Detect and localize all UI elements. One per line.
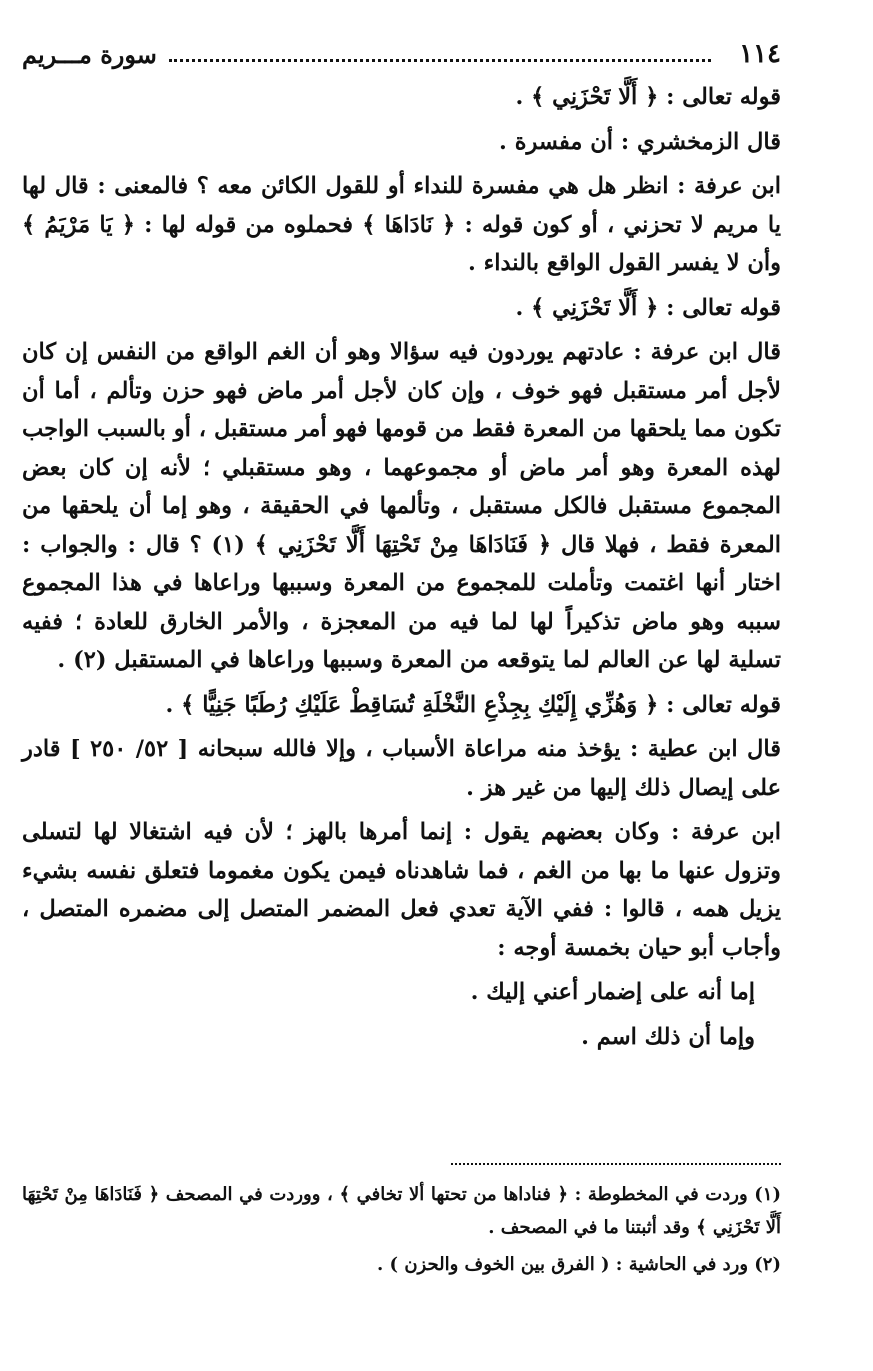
answer-item: إما أنه على إضمار أعني إليك .: [470, 979, 755, 1005]
footnote-2: (٢) ورد في الحاشية : ( الفرق بين الخوف والحزن ) .: [377, 1254, 781, 1275]
footnote-separator: [451, 1163, 781, 1165]
footnote-1: (١) وردت في المخطوطة : ﴿ فناداها من تحتها ألا تخافي ﴾ ، ووردت في المصحف ﴿ فَنَادَاهَا مِنْ تَحْتِهَا أَلَّا تَحْزَنِي ﴾ وقد أثبتنا ما في المصحف .: [22, 1184, 781, 1238]
verse-heading: قوله تعالى : ﴿ أَلَّا تَحْزَنِي ﴾ .: [515, 294, 781, 321]
surah-title: سورة مـــريم: [22, 39, 157, 69]
main-text: [22, 78, 781, 1062]
page-number: ١١٤: [739, 39, 781, 69]
commentary-paragraph: قال ابن عطية : يؤخذ منه مراعاة الأسباب ، وإلا فالله سبحانه [ ٥٢/ ٢٥٠ ] قادر على إيصال ذلك إليها من غير هز .: [22, 736, 781, 801]
footnotes: [22, 1178, 781, 1285]
commentary-paragraph: ابن عرفة : وكان بعضهم يقول : إنما أمرها بالهز ؛ لأن فيه اشتغالا لها لتسلى وتزول عنها ما بها من الغم ، فما شاهدناه فيمن يكون مغموما فتعلق نفسه بشيء يزيل همه ، قالوا : ففي الآية تعدي فعل المضمر المتصل إلى مضمره المتصل ، وأجاب أبو حيان بخمسة أوجه :: [22, 819, 781, 961]
header-dotted-rule: [169, 59, 711, 62]
commentary-paragraph: ابن عرفة : انظر هل هي مفسرة للنداء أو للقول الكائن معه ؟ فالمعنى : قال لها يا مريم لا تحزني ، أو كون قوله : ﴿ نَادَاهَا ﴾ فحملوه من قوله لها : ﴿ يَا مَرْيَمُ ﴾ وأن لا يفسر القول الواقع بالنداء .: [22, 173, 781, 276]
commentary-paragraph: قال الزمخشري : أن مفسرة .: [499, 128, 781, 155]
verse-heading: قوله تعالى : ﴿ وَهُزِّي إِلَيْكِ بِجِذْعِ النَّخْلَةِ تُسَاقِطْ عَلَيْكِ رُطَبًا جَنِيًّا ﴾ .: [165, 691, 781, 718]
page-header: [22, 34, 781, 74]
answer-item: وإما أن ذلك اسم .: [581, 1023, 755, 1050]
commentary-paragraph: قال ابن عرفة : عادتهم يوردون فيه سؤالا وهو أن الغم الواقع من النفس إن كان لأجل أمر مستقبل فهو خوف ، وإن كان لأجل أمر ماض فهو حزن وتألم ، أما أن تكون مما يلحقها من المعرة فقط من قومها فهو أمر مستقبل ، أو بالسبب الواجب لهذه المعرة وهو أمر ماض أو مجموعهما ، وهو مستقبلي ؛ لأنه إن كان بعض المجموع مستقبل فالكل مستقبل ، وتألمها في الحقيقة ، وهو إما أن يلحقها من المعرة فقط ، فهلا قال ﴿ فَنَادَاهَا مِنْ تَحْتِهَا أَلَّا تَحْزَنِي ﴾ (١) ؟ قال : والجواب : اختار أنها اغتمت وتأملت للمجموع من المعرة وسببها وراعاها في هذا المجموع سببه وهو ماض تذكيراً لها لما فيه من المعجزة ، والأمر الخارق للعادة ؛ ففيه تسلية لها عن العالم لما يتوقعه من المعرة وسببها وراعاها في المستقبل (٢) .: [22, 339, 781, 673]
verse-heading: قوله تعالى : ﴿ أَلَّا تَحْزَنِي ﴾ .: [515, 84, 781, 110]
